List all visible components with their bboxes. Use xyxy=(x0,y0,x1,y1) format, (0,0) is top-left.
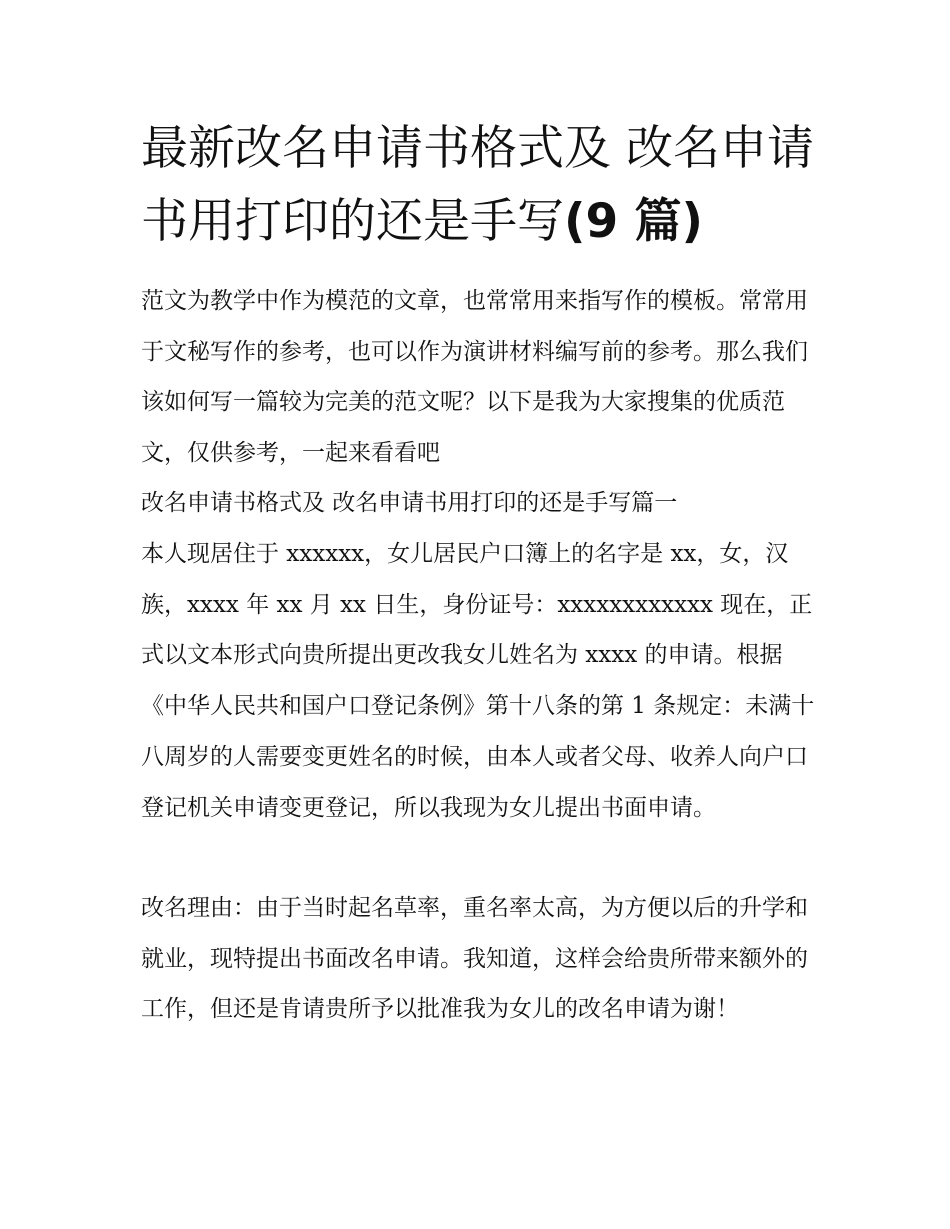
body-paragraph-2: 改名理由：由于当时起名草率，重名率太高，为方便以后的升学和就业，现特提出书面改名申请。我知道，这样会给贵所带来额外的工作，但还是肯请贵所予以批准我为女儿的改名申请为谢！ xyxy=(141,895,808,1023)
section-heading: 改名申请书格式及 改名申请书用打印的还是手写篇一 xyxy=(141,490,678,516)
title-count-suffix: (9 篇) xyxy=(564,194,704,249)
document-title xyxy=(141,112,821,258)
body-paragraph-1: 本人现居住于 xxxxxx，女儿居民户口簿上的名字是 xx，女，汉族，xxxx 年 xx 月 xx 日生，身份证号：xxxxxxxxxxxx 现在，正式以文本形式向贵所提出更改我女儿姓名为 xxxx 的申请。根据《中华人民共和国户口登记条例》第十八条的第 1 条规定：未满十八周岁的人需要变更姓名的时候，由本人或者父母、收养人向户口登记机关申请变更登记，所以我现为女儿提出书面申请。 xyxy=(141,541,815,821)
intro-paragraph: 范文为教学中作为模范的文章，也常常用来指写作的模板。常常用于文秘写作的参考，也可以作为演讲材料编写前的参考。那么我们该如何写一篇较为完美的范文呢？以下是我为大家搜集的优质范文，仅供参考，一起来看看吧 xyxy=(141,288,808,467)
title-main-text: 最新改名申请书格式及 改名申请书用打印的还是手写 xyxy=(141,121,814,249)
